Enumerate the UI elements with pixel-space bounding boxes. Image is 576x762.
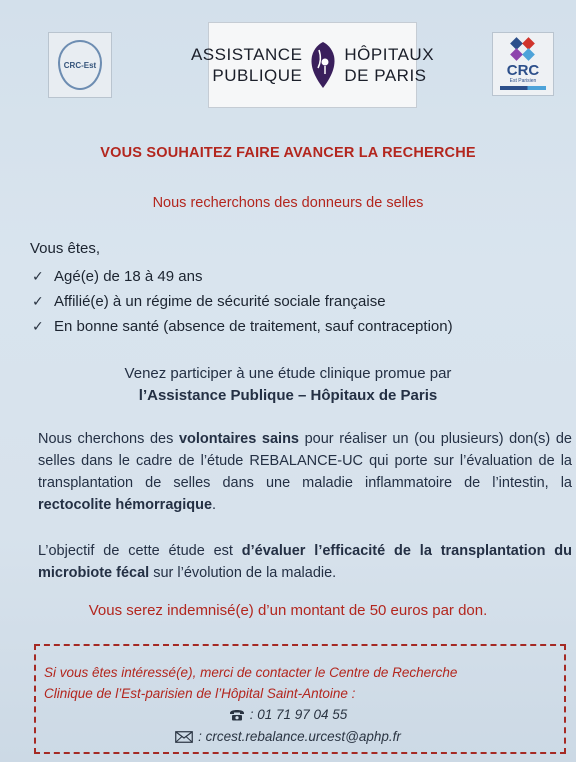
page-title: VOUS SOUHAITEZ FAIRE AVANCER LA RECHERCHE [100,145,476,161]
crc-est-logo [48,32,112,98]
study-objective [38,540,572,584]
crc-logo-name: CRC [506,62,540,79]
telephone-icon [229,709,245,724]
check-icon: ✓ [32,268,44,284]
crc-squares-icon [508,37,538,61]
logo-word-hopitaux: HÔPITAUX [344,45,435,64]
p2-text-2: sur l’évolution de la maladie. [149,565,337,581]
aphp-emblem-icon [308,40,338,90]
envelope-icon [175,731,193,746]
criteria-intro: Vous êtes, [30,240,101,257]
study-description [38,428,572,516]
crc-logo-bar [500,86,546,90]
p1-bold-2: rectocolite hémorragique [38,497,213,513]
participate-line1: Venez participer à une étude clinique promue par [124,365,452,382]
contact-line-2: Clinique de l’Est-parisien de l’Hôpital Saint-Antoine : [44,686,356,701]
p1-text-2: pour réaliser un (ou plusieurs) don(s) de selles dans le cadre de l’étude REBALANCE-UC qui porte sur l’évaluation de la transplantation de selles dans une maladie inflammatoire de l’intestin, la [38,431,572,491]
criteria-item [32,314,453,339]
criteria-item-label: En bonne santé (absence de traitement, sauf contraception) [54,318,453,335]
contact-phone [0,707,576,724]
globe-icon [58,40,102,90]
logo-word-assistance: ASSISTANCE [190,45,303,64]
email-address[interactable]: : crcest.rebalance.urcest@aphp.fr [198,729,401,744]
logo-word-de-paris: DE PARIS [344,66,427,85]
p2-text-1: L’objectif de cette étude est [38,543,242,559]
criteria-item-label: Agé(e) de 18 à 49 ans [54,268,203,285]
p1-bold-1: volontaires sains [178,431,299,447]
criteria-item [32,264,453,289]
criteria-list [32,264,453,339]
crc-logo [492,32,554,96]
left-logo-text: CRC-Est [63,60,97,70]
participate-line2: l’Assistance Publique – Hôpitaux de Paris [138,387,438,404]
check-icon: ✓ [32,293,44,309]
check-icon: ✓ [32,318,44,334]
criteria-item-label: Affilié(e) à un régime de sécurité sociale française [54,293,386,310]
aphp-logo [190,22,435,108]
participate-block [0,363,576,407]
p2-bold-1: d’évaluer l’efficacité de la transplantation du microbiote fécal [38,543,572,581]
contact-email [0,729,576,746]
logo-word-publique: PUBLIQUE [212,66,303,85]
contact-line-1: Si vous êtes intéressé(e), merci de contacter le Centre de Recherche [44,665,458,680]
criteria-item [32,289,453,314]
p1-text-1: Nous cherchons des [38,431,179,447]
phone-number[interactable]: : 01 71 97 04 55 [249,707,348,722]
compensation-text: Vous serez indemnisé(e) d’un montant de 50 euros par don. [88,602,488,619]
page-subtitle: Nous recherchons des donneurs de selles [152,195,424,211]
p1-text-3: . [212,497,217,513]
crc-logo-sub: Est Parisien [509,78,537,84]
